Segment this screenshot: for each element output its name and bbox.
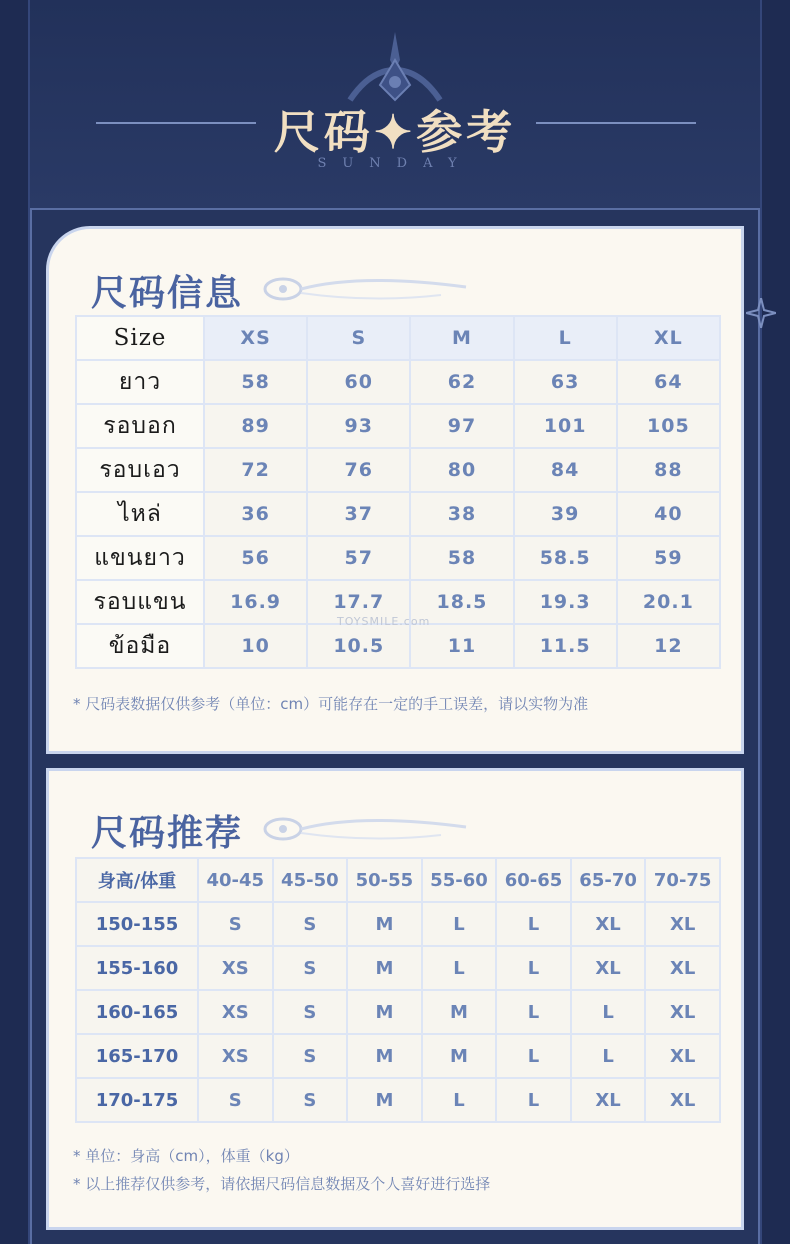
table-cell: 84 (515, 449, 616, 491)
table-cell: M (348, 1079, 421, 1121)
table-cell: 64 (618, 361, 719, 403)
row-label: ข้อมือ (77, 625, 203, 667)
size-recommend-heading: 尺码推荐 (91, 812, 244, 854)
column-header: L (515, 317, 616, 359)
table-cell: XL (572, 947, 645, 989)
table-cell: 57 (308, 537, 409, 579)
row-label: รอบเอว (77, 449, 203, 491)
row-label: รอบอก (77, 405, 203, 447)
table-row (77, 405, 719, 447)
table-cell: 36 (205, 493, 306, 535)
page-header (0, 0, 790, 210)
row-label: 150-155 (77, 903, 197, 945)
row-label: 160-165 (77, 991, 197, 1033)
table-row (77, 537, 719, 579)
table-cell: 17.7 (308, 581, 409, 623)
column-header: Size (77, 317, 203, 359)
row-label: 155-160 (77, 947, 197, 989)
table-cell: XL (646, 1035, 719, 1077)
eye-ornament-icon (261, 809, 471, 849)
table-cell: M (348, 991, 421, 1033)
table-cell: 80 (411, 449, 512, 491)
table-cell: 89 (205, 405, 306, 447)
table-cell: 19.3 (515, 581, 616, 623)
table-cell: XS (199, 1035, 272, 1077)
table-cell: L (497, 903, 570, 945)
table-row (77, 903, 719, 945)
table-row (77, 1079, 719, 1121)
eye-ornament-icon (261, 269, 471, 309)
table-cell: XS (199, 991, 272, 1033)
table-cell: XL (572, 1079, 645, 1121)
table-row (77, 947, 719, 989)
table-cell: 60 (308, 361, 409, 403)
size-recommend-panel (46, 768, 744, 1230)
table-cell: 58 (205, 361, 306, 403)
table-cell: 38 (411, 493, 512, 535)
size-recommend-note-units: * 单位：身高（cm），体重（kg） (73, 1147, 299, 1165)
table-cell: L (572, 1035, 645, 1077)
table-cell: 62 (411, 361, 512, 403)
table-cell: 56 (205, 537, 306, 579)
table-cell: 58 (411, 537, 512, 579)
table-cell: 20.1 (618, 581, 719, 623)
table-cell: L (423, 947, 496, 989)
table-cell: M (348, 947, 421, 989)
column-header: 50-55 (348, 859, 421, 901)
size-info-panel (46, 226, 744, 754)
table-row (77, 625, 719, 667)
table-cell: XS (199, 947, 272, 989)
table-cell: 59 (618, 537, 719, 579)
star-sparkle-icon (746, 298, 776, 328)
table-cell: XL (646, 991, 719, 1033)
row-label: ยาว (77, 361, 203, 403)
table-cell: 63 (515, 361, 616, 403)
size-info-heading: 尺码信息 (91, 272, 244, 314)
table-header-row (77, 317, 719, 359)
row-label: แขนยาว (77, 537, 203, 579)
column-header: XL (618, 317, 719, 359)
table-cell: L (497, 1035, 570, 1077)
column-header: M (411, 317, 512, 359)
size-info-note: * 尺码表数据仅供参考（单位：cm）可能存在一定的手工误差，请以实物为准 (73, 695, 589, 713)
column-header: S (308, 317, 409, 359)
table-cell: 12 (618, 625, 719, 667)
column-header: 45-50 (274, 859, 347, 901)
table-row (77, 493, 719, 535)
column-header: 40-45 (199, 859, 272, 901)
table-cell: S (274, 1079, 347, 1121)
table-cell: L (423, 1079, 496, 1121)
table-cell: M (423, 1035, 496, 1077)
table-cell: S (274, 991, 347, 1033)
table-cell: 11.5 (515, 625, 616, 667)
table-cell: M (348, 1035, 421, 1077)
row-label: รอบแขน (77, 581, 203, 623)
table-cell: 76 (308, 449, 409, 491)
table-cell: 72 (205, 449, 306, 491)
size-recommend-table (75, 857, 721, 1123)
table-cell: M (348, 903, 421, 945)
size-recommend-note-reference: * 以上推荐仅供参考，请依据尺码信息数据及个人喜好进行选择 (73, 1175, 491, 1193)
table-row (77, 1035, 719, 1077)
table-cell: 18.5 (411, 581, 512, 623)
table-row (77, 361, 719, 403)
table-cell: 101 (515, 405, 616, 447)
table-cell: 97 (411, 405, 512, 447)
page-title: 尺码✦参考 (273, 105, 517, 159)
table-cell: 40 (618, 493, 719, 535)
column-header: 55-60 (423, 859, 496, 901)
table-cell: S (199, 903, 272, 945)
table-cell: 39 (515, 493, 616, 535)
table-cell: L (572, 991, 645, 1033)
table-cell: 16.9 (205, 581, 306, 623)
table-cell: S (274, 1035, 347, 1077)
column-header: 身高/体重 (77, 859, 197, 901)
table-cell: S (199, 1079, 272, 1121)
watermark: TOYSMILE.com (337, 615, 431, 628)
table-cell: 10.5 (308, 625, 409, 667)
table-row (77, 449, 719, 491)
table-cell: XL (646, 1079, 719, 1121)
table-header-row (77, 859, 719, 901)
column-header: 60-65 (497, 859, 570, 901)
table-cell: 10 (205, 625, 306, 667)
table-cell: 11 (411, 625, 512, 667)
column-header: 65-70 (572, 859, 645, 901)
table-cell: L (497, 991, 570, 1033)
table-cell: 93 (308, 405, 409, 447)
row-label: ไหล่ (77, 493, 203, 535)
table-cell: 58.5 (515, 537, 616, 579)
table-cell: 88 (618, 449, 719, 491)
table-cell: L (423, 903, 496, 945)
table-cell: 37 (308, 493, 409, 535)
row-label: 165-170 (77, 1035, 197, 1077)
table-row (77, 991, 719, 1033)
column-header: XS (205, 317, 306, 359)
table-cell: XL (572, 903, 645, 945)
table-cell: L (497, 1079, 570, 1121)
table-cell: M (423, 991, 496, 1033)
table-cell: S (274, 947, 347, 989)
row-label: 170-175 (77, 1079, 197, 1121)
table-cell: S (274, 903, 347, 945)
column-header: 70-75 (646, 859, 719, 901)
table-cell: XL (646, 903, 719, 945)
table-cell: L (497, 947, 570, 989)
page-subtitle: SUNDAY (317, 156, 473, 171)
table-cell: XL (646, 947, 719, 989)
table-cell: 105 (618, 405, 719, 447)
